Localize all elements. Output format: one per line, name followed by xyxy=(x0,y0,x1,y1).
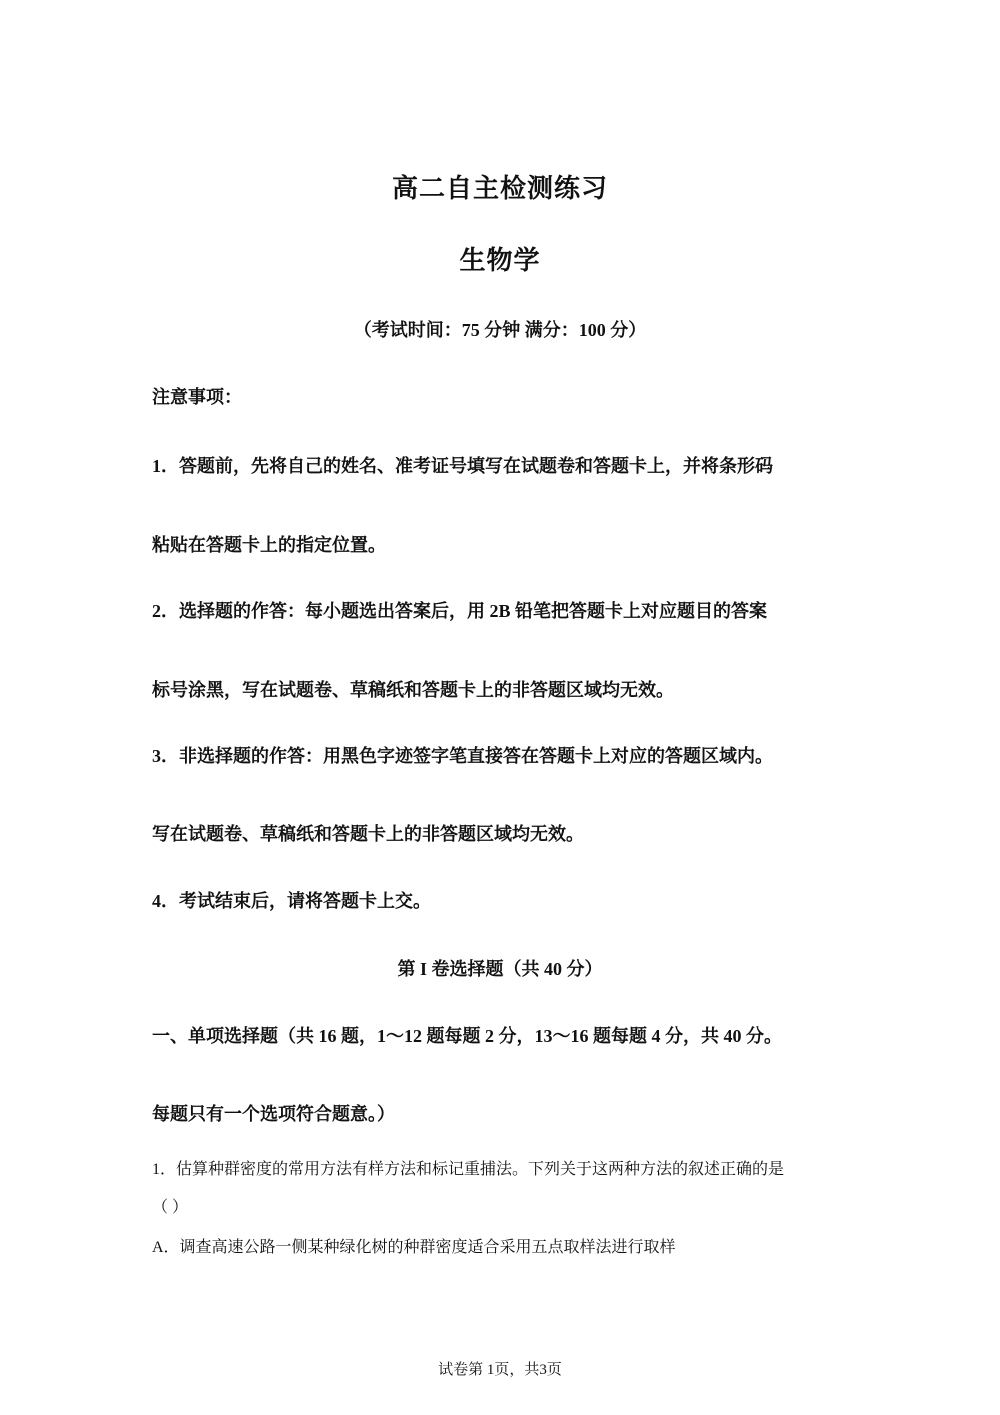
notes-heading: 注意事项： xyxy=(152,387,242,407)
note-line: 2．选择题的作答：每小题选出答案后，用 2B 铅笔把答题卡上对应题目的答案 xyxy=(152,601,768,621)
note-line: 1．答题前，先将自己的姓名、准考证号填写在试题卷和答题卡上，并将条形码 xyxy=(152,456,773,476)
subject-title: 生物学 xyxy=(459,246,541,276)
exam-info: （考试时间：75 分钟 满分：100 分） xyxy=(353,320,647,340)
question-bracket: （ ） xyxy=(152,1199,189,1216)
note-line: 3．非选择题的作答：用黑色字迹签字笔直接答在答题卡上对应的答题区域内。 xyxy=(152,746,773,766)
question-option-a: A．调查高速公路一侧某种绿化树的种群密度适合采用五点取样法进行取样 xyxy=(152,1239,676,1256)
note-line: 粘贴在答题卡上的指定位置。 xyxy=(152,535,386,555)
section-instruction: 一、单项选择题（共 16 题，1～12 题每题 2 分，13～16 题每题 4 分，共 40 分。 xyxy=(152,1026,782,1046)
section-title: 第 I 卷选择题（共 40 分） xyxy=(397,959,603,979)
page-footer: 试卷第 1页，共3页 xyxy=(438,1362,562,1378)
question-stem: 1．估算种群密度的常用方法有样方法和标记重捕法。下列关于这两种方法的叙述正确的是 xyxy=(152,1161,785,1178)
note-line: 4．考试结束后，请将答题卡上交。 xyxy=(152,891,431,911)
note-line: 标号涂黑，写在试题卷、草稿纸和答题卡上的非答题区域均无效。 xyxy=(152,680,674,700)
note-line: 写在试题卷、草稿纸和答题卡上的非答题区域均无效。 xyxy=(152,824,584,844)
section-instruction: 每题只有一个选项符合题意。） xyxy=(152,1104,395,1124)
exam-title: 高二自主检测练习 xyxy=(391,174,608,204)
